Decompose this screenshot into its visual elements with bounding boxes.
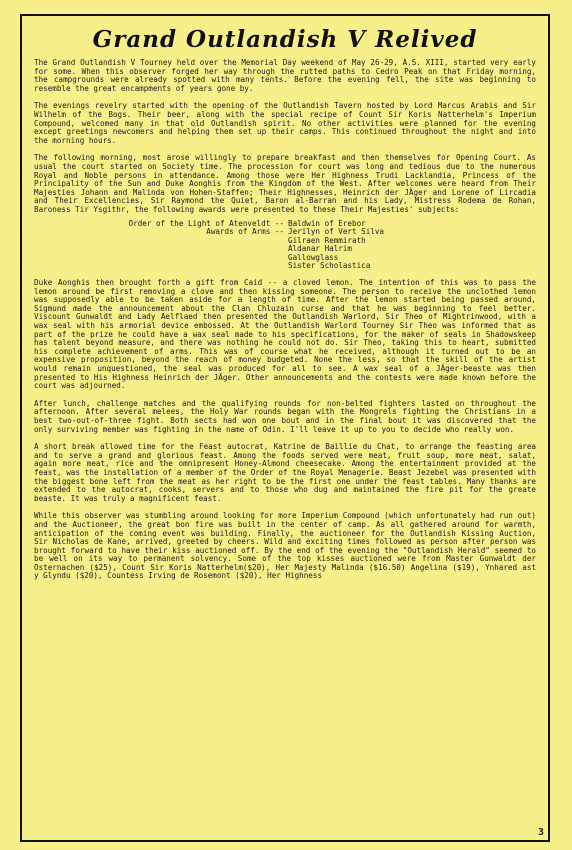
award-recipient: Gallowglass — [288, 252, 339, 262]
award-row — [34, 228, 536, 271]
paragraph-holy-war: After lunch, challenge matches and the qualifying rounds for non-belted fighters lasted on throughout the afternoon. After several melees, the Holy War rounds began with the Mongrels fighting the Christians in a best two-out-of-three fight. Both sects had won one bout and in the final bout it was discovered that the only surviving member was fighting in the name of Odin. I'll leave it up to you to decide who really won. — [34, 398, 536, 434]
awards-list — [34, 220, 536, 272]
paragraph-arrival: The Grand Outlandish V Tourney held over the Memorial Day weekend of May 26-29, A.S. XIII, started very early for some. When this observer forged her way through the rutted paths to Cedro Peak on that Friday morning, the campgrounds were already spotted with many tents. Before the evening fell, the site was beginning to resemble the great encampments of years gone by. — [34, 58, 536, 93]
paragraph-feast: A short break allowed time for the Feast autocrat, Katrine de Baillie du Chat, to arrange the feasting area and to serve a grand and glorious feast. Among the foods served were meat, fruit soup, more meat, salat, again more meat, rice and the omnipresent Honey-Almond cheesecake. Among the entertainment provided at the feast, was the installation of a member of the Order of the Royal Menagerie. Beast Jezebel was presented with the biggest bone left from the meat as her right to be the first one under the feast tables. Many thanks are extended to the autocrat, cooks, servers and to those who dug and maintained the fire pit for the greate beaste. It was truly a magnificent feast. — [34, 442, 536, 503]
paragraph-opening-court: The following morning, most arose willingly to prepare breakfast and then themselves for Opening Court. As usual the court started on Society time. The procession for court was long and tedious due to the numerous Royal and Noble persons in attendance. Among those were Her Highness Trudi Lacklandia, Princess of the Principality of the Sun and Duke Aonghis from the Kingdom of the West. After welcomes were heard from Their Majesties Johann and Malinda von Hohen-Staffen; Their Highnesses, Heinrich der JÄger and Lorene of Lircadia and Their Excellencies, Sir Raymond the Quiet, Baron al-Barran and his Lady, Mistress Rodema de Rohan, Baroness Tir Ysgithr, the following awards were presented to these Their Majesties' subjects: — [34, 153, 536, 214]
award-names — [288, 228, 384, 271]
award-recipient: Jerilyn of Vert Silva — [288, 227, 385, 237]
award-recipient: Baldwin of Erebor — [288, 218, 366, 228]
newsletter-page — [20, 14, 550, 842]
page-number: 3 — [537, 827, 544, 838]
award-recipient: Sister Scholastica — [288, 261, 371, 271]
award-label: Awards of Arms -- — [206, 227, 284, 237]
paragraph-kissing-auction: While this observer was stumbling around looking for more Imperium Compound (which unfortunately had run out) and the Auctioneer, the great bon fire was built in the center of camp. As all gathered around for warmth, anticipation of the coming event was building. Finally, the auctioneer for the Outlandish Kissing Auction, Sir Nicholas de Kane, arrived, greeted by cheers. Wild and exciting times followed as person after person was brought forward to have their kiss auctioned off. By the end of the evening the "Outlandish Herald" seemed to be well on its way to permanent solvency. Some of the top kisses auctioned were from Master Gunwaldt der Osternachen ($25), Count Sir Koris Natterhelm($20), Her Majesty Malinda ($16.50) Angelina ($19), Ynhared ast y Glyndu ($20), Countess Irving de Rosemont ($20), Her Highness — [34, 511, 536, 581]
article-title: Grand Outlandish V Relived — [92, 26, 478, 53]
paragraph-cloved-lemon: Duke Aonghis then brought forth a gift from Caid -- a cloved lemon. The intention of this was to pass the lemon around be first removing a clove and then kissing someone. The person to receive the unclothed lemon was supposedly able to be taken aside for a length of time. After the lemon started being passed around, Sigmund made the announcement about the Clan Chluzain curse and that he was beginning to feel better. Viscount Gunwaldt and Lady Aelflaed then presented the Outlandish Warlord, Sir Theo of Mightrinwood, with a wax seal with his armorial device embossed. At the Outlandish Warlord Tourney Sir Theo was informed that as part of the prize he could have a wax seal made to his specifications, for the maker of seals in Shadowskeep has talent beyond measure, and there was nothing he could not do. Sir Theo, taking this to heart, submitted his complete achievement of arms. This was of course what he received, although it turned out to be an expensive proposition, beyond the reach of money budgeted. None the less, so that the skill of the artist would remain unquestioned, the seal was produced for all to see. A wax seal of a JÄger-beaste was then presented to His Highness Heinrich der JÄger. Other announcements and the contests were made known before the court was adjourned. — [34, 278, 536, 391]
award-recipient: Gilraen Remmirath — [288, 235, 366, 245]
award-recipient: Aldanar Halrim — [288, 244, 353, 254]
award-label: Order of the Light of Atenveldt -- — [128, 218, 284, 228]
paragraph-tavern: The evenings revelry started with the opening of the Outlandish Tavern hosted by Lord Marcus Arabis and Sir Wilhelm of the Bogs. Their beer, along with the special recipe of Count Sir Koris Natterhelm's Imperium Compound, welcomed many in that old Outlandish spirit. No other activities were planned for the evening except greetings newcomers and helping them set up their camps. This continued throughout the night and into the morning hours. — [34, 101, 536, 145]
award-row — [34, 220, 536, 229]
